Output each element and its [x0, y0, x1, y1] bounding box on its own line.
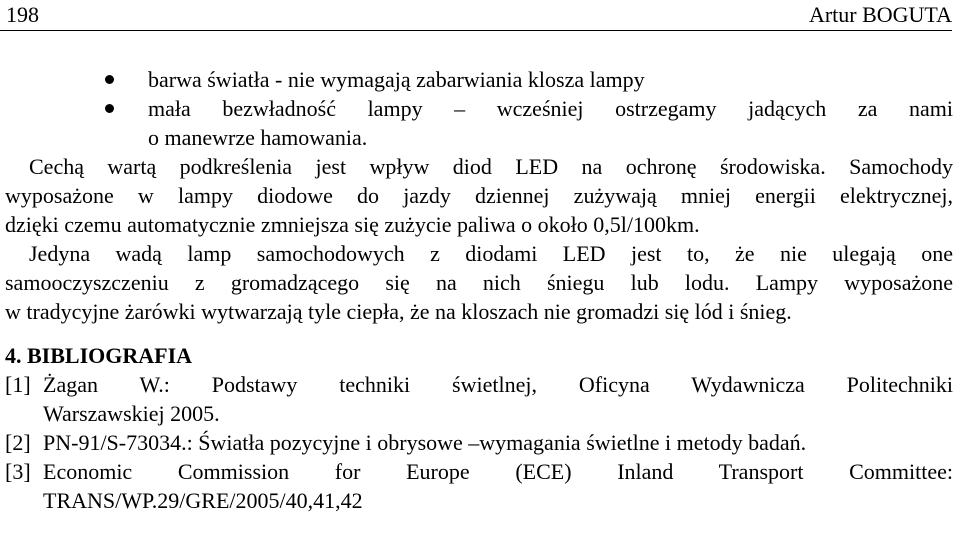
section-heading-bibliography: 4. BIBLIOGRAFIA	[5, 343, 193, 368]
text-line: mała bezwładność lampy – wcześniej ostrzegamy jadących za nami	[148, 96, 953, 121]
page-number: 198	[6, 2, 39, 27]
bullet-dot-icon	[105, 104, 114, 113]
text-line: Jedyna wadą lamp samochodowych z diodami LED jest to, że nie ulegają one	[29, 241, 953, 266]
text-line: Żagan W.: Podstawy techniki świetlnej, Oficyna Wydawnicza Politechniki	[43, 372, 953, 397]
bullet-dot-icon	[105, 75, 114, 84]
reference-item	[5, 457, 953, 515]
text-line: Economic Commission for Europe (ECE) Inland Transport Committee:	[43, 459, 953, 484]
text-line: wyposażone w lampy diodowe do jazdy dziennej zużywają mniej energii elektrycznej,	[5, 183, 953, 208]
reference-label: [1]	[5, 372, 31, 397]
bullet-item	[5, 94, 953, 152]
text-line: Cechą wartą podkreślenia jest wpływ diod LED na ochronę środowiska. Samochody	[29, 154, 953, 179]
paragraph-led-environment	[5, 152, 953, 239]
reference-list	[5, 370, 953, 515]
text-line: TRANS/WP.29/GRE/2005/40,41,42	[43, 488, 363, 513]
reference-item	[5, 370, 953, 428]
reference-label: [2]	[5, 430, 31, 455]
paragraph-led-drawback	[5, 239, 953, 326]
bullet-item	[5, 65, 953, 94]
bullet-list	[5, 65, 953, 152]
text-line: o manewrze hamowania.	[148, 125, 368, 150]
text-line: Warszawskiej 2005.	[43, 401, 220, 426]
page-header	[0, 0, 952, 31]
page-body	[5, 65, 953, 515]
text-line: PN-91/S-73034.: Światła pozycyjne i obrysowe –wymagania świetlne i metody badań.	[43, 430, 807, 455]
reference-label: [3]	[5, 459, 31, 484]
reference-item	[5, 428, 953, 457]
text-line: dzięki czemu automatycznie zmniejsza się zużycie paliwa o około 0,5l/100km.	[5, 212, 700, 237]
running-head-author: Artur BOGUTA	[808, 2, 952, 27]
text-line: samooczyszczeniu z gromadzącego się na nich śniegu lub lodu. Lampy wyposażone	[5, 270, 953, 295]
text-line: barwa światła - nie wymagają zabarwiania klosza lampy	[148, 67, 645, 92]
text-line: w tradycyjne żarówki wytwarzają tyle ciepła, że na kloszach nie gromadzi się lód i śnieg.	[5, 299, 792, 324]
